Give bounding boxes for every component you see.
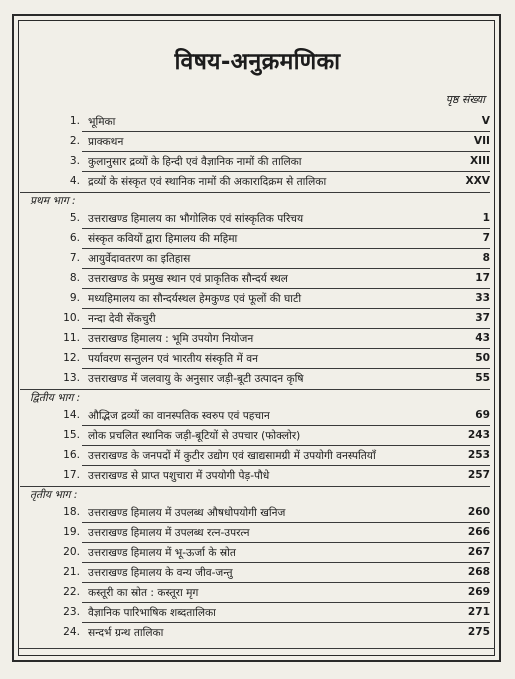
toc-entry[interactable]	[28, 132, 490, 152]
entry-page: 1	[482, 212, 490, 224]
entry-number: 10.	[63, 312, 80, 324]
entry-page: 267	[467, 546, 490, 558]
entry-title: नन्दा देवी सेंकचुरी	[88, 313, 156, 325]
entry-page: 37	[475, 312, 490, 324]
entry-number: 13.	[63, 372, 80, 384]
entry-page: 7	[482, 232, 490, 244]
entry-title: औद्भिज द्रव्यों का वानस्पतिक स्वरुप एवं पहचान	[88, 410, 270, 422]
entry-number: 9.	[69, 292, 80, 304]
toc-entry[interactable]	[28, 406, 490, 426]
page-number-column-label: पृष्ठ संख्या	[445, 93, 485, 106]
entry-page: 55	[475, 372, 490, 384]
entry-title: उत्तराखण्ड हिमालय में उपलब्ध औषधोपयोगी खनिज	[88, 507, 286, 519]
toc-entry[interactable]	[28, 446, 490, 466]
entry-page: 271	[467, 606, 490, 618]
entry-page: 33	[475, 292, 490, 304]
entry-number: 16.	[63, 449, 80, 461]
entry-number: 3.	[69, 155, 80, 167]
toc-entry[interactable]	[28, 112, 490, 132]
entry-title: कस्तूरी का स्रोत : कस्तूरा मृग	[88, 587, 199, 599]
entry-number: 8.	[69, 272, 80, 284]
toc-entry[interactable]	[28, 603, 490, 623]
toc-entry[interactable]	[28, 289, 490, 309]
entry-title: पर्यावरण सन्तुलन एवं भारतीय संस्कृति में वन	[88, 353, 259, 365]
entry-page: 50	[475, 352, 490, 364]
entry-page: 253	[467, 449, 490, 461]
entry-title: संस्कृत कवियों द्वारा हिमालय की महिमा	[88, 233, 238, 245]
toc-entry[interactable]	[28, 583, 490, 603]
toc-entry[interactable]	[28, 309, 490, 329]
entry-title: उत्तराखण्ड हिमालय का भौगोलिक एवं सांस्कृतिक परिचय	[88, 213, 304, 225]
entry-number: 12.	[63, 352, 80, 364]
toc-entry[interactable]	[28, 172, 490, 192]
entry-number: 11.	[63, 332, 80, 344]
entry-number: 20.	[63, 546, 80, 558]
section-header	[28, 192, 490, 209]
entry-number: 15.	[63, 429, 80, 441]
entry-number: 1.	[69, 115, 80, 127]
entry-title: उत्तराखण्ड हिमालय में भू-ऊर्जा के स्रोत	[88, 547, 236, 559]
toc-entry[interactable]	[28, 249, 490, 269]
entry-title: उत्तराखण्ड हिमालय : भूमि उपयोग नियोजन	[88, 333, 254, 345]
toc-entry[interactable]	[28, 369, 490, 389]
entry-number: 22.	[63, 586, 80, 598]
entry-page: 275	[467, 626, 490, 638]
toc-entry[interactable]	[28, 152, 490, 172]
toc-entry[interactable]	[28, 543, 490, 563]
section-label: द्वितीय भाग :	[30, 392, 81, 404]
entry-title: वैज्ञानिक पारिभाषिक शब्दतालिका	[88, 607, 216, 619]
toc-entry[interactable]	[28, 229, 490, 249]
entry-number: 23.	[63, 606, 80, 618]
entry-title: प्राक्कथन	[88, 136, 124, 148]
entry-page: 8	[482, 252, 490, 264]
section-label: प्रथम भाग :	[30, 195, 76, 207]
entry-page: V	[481, 115, 490, 127]
entry-page: 17	[475, 272, 490, 284]
entry-page: 43	[475, 332, 490, 344]
entry-number: 5.	[69, 212, 80, 224]
entry-page: XXV	[465, 175, 490, 187]
entry-number: 17.	[63, 469, 80, 481]
section-header	[28, 389, 490, 406]
entry-title: कुलानुसार द्रव्यों के हिन्दी एवं वैज्ञानिक नामों की तालिका	[88, 156, 302, 168]
entry-number: 24.	[63, 626, 80, 638]
entry-title: भूमिका	[88, 116, 116, 128]
entry-title: उत्तराखण्ड के जनपदों में कुटीर उद्योग एवं खाद्यसामग्री में उपयोगी वनस्पतियाँ	[88, 450, 376, 462]
entry-title: आयुर्वेदावतरण का इतिहास	[88, 253, 191, 265]
page-title: विषय-अनुक्रमणिका	[174, 49, 341, 75]
entry-title: सन्दर्भ ग्रन्थ तालिका	[88, 627, 164, 639]
section-header	[28, 486, 490, 503]
entry-number: 2.	[69, 135, 80, 147]
toc-entry[interactable]	[28, 269, 490, 289]
entry-number: 18.	[63, 506, 80, 518]
toc-entry[interactable]	[28, 523, 490, 543]
entry-title: उत्तराखण्ड से प्राप्त पशुचारा में उपयोगी पेड़-पौधे	[88, 470, 270, 482]
entry-title: मध्यहिमालय का सौन्दर्यस्थल हेमकुण्ड एवं फूलों की घाटी	[88, 293, 302, 305]
toc-entry[interactable]	[28, 209, 490, 229]
entry-number: 6.	[69, 232, 80, 244]
entry-page: 269	[467, 586, 490, 598]
entry-number: 21.	[63, 566, 80, 578]
entry-title: उत्तराखण्ड हिमालय के वन्य जीव-जन्तु	[88, 567, 233, 579]
entry-page: 257	[467, 469, 490, 481]
entry-page: 243	[467, 429, 490, 441]
toc-entry[interactable]	[28, 503, 490, 523]
entry-page: VII	[473, 135, 490, 147]
entry-page: 268	[467, 566, 490, 578]
toc-entry[interactable]	[28, 623, 490, 643]
entry-title: उत्तराखण्ड के प्रमुख स्थान एवं प्राकृतिक सौन्दर्य स्थल	[88, 273, 288, 285]
entry-page: 266	[467, 526, 490, 538]
entry-title: उत्तराखण्ड हिमालय में उपलब्ध रत्न-उपरत्न	[88, 527, 250, 539]
toc-entry[interactable]	[28, 563, 490, 583]
table-of-contents	[28, 112, 490, 643]
entry-title: लोक प्रचलित स्थानिक जड़ी-बूटियों से उपचार (फोक्लोर)	[88, 430, 301, 442]
entry-title: द्रव्यों के संस्कृत एवं स्थानिक नामों की अकारादिक्रम से तालिका	[88, 176, 327, 188]
toc-entry[interactable]	[28, 349, 490, 369]
toc-entry[interactable]	[28, 329, 490, 349]
entry-number: 14.	[63, 409, 80, 421]
section-label: तृतीय भाग :	[30, 489, 78, 501]
entry-page: 260	[467, 506, 490, 518]
toc-entry[interactable]	[28, 466, 490, 486]
entry-number: 7.	[69, 252, 80, 264]
bottom-rule	[18, 648, 495, 649]
toc-entry[interactable]	[28, 426, 490, 446]
entry-page: XIII	[470, 155, 490, 167]
entry-number: 4.	[69, 175, 80, 187]
entry-number: 19.	[63, 526, 80, 538]
entry-title: उत्तराखण्ड में जलवायु के अनुसार जड़ी-बूटी उत्पादन कृषि	[88, 373, 304, 385]
entry-page: 69	[475, 409, 490, 421]
